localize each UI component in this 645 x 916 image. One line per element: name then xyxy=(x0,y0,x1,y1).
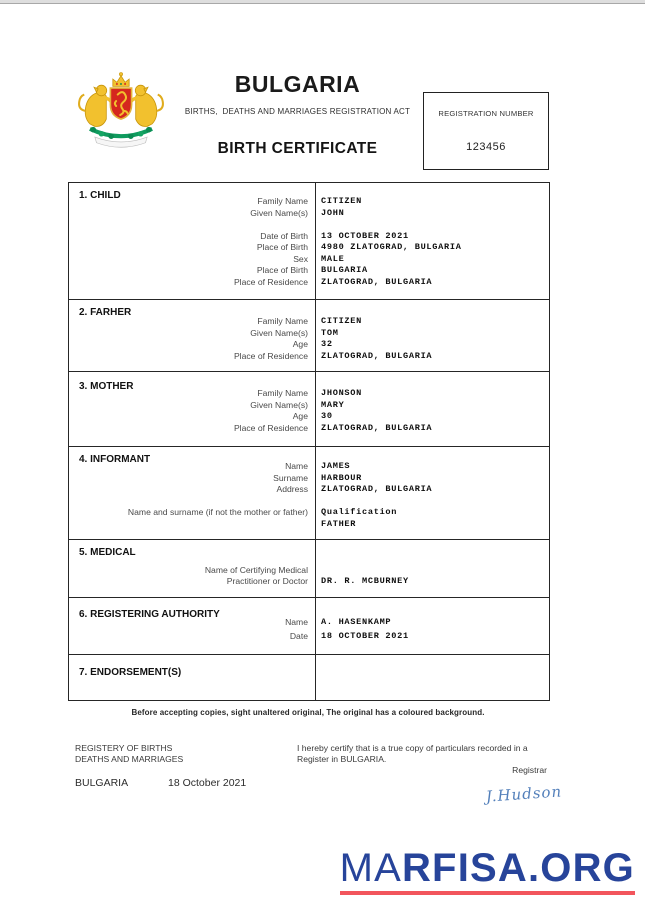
field-value: JAMES xyxy=(321,461,351,471)
logo-underline xyxy=(340,891,635,895)
field-value: ZLATOGRAD, BULGARIA xyxy=(321,276,433,287)
section-informant-values xyxy=(316,447,549,539)
field-value: ZLATOGRAD, BULGARIA xyxy=(321,350,433,361)
field-value: DR. R. MCBURNEY xyxy=(321,576,409,586)
field-value: MARY xyxy=(321,399,345,410)
field-label: Family Name xyxy=(257,316,308,326)
section-medical-values xyxy=(316,540,549,597)
section-title: 5. MEDICAL xyxy=(79,547,136,558)
field-label: Practitioner or Doctor xyxy=(226,576,308,586)
footer-date: 18 October 2021 xyxy=(168,777,247,789)
spacer xyxy=(79,496,308,508)
field-label: Name of Certifying Medical xyxy=(204,564,308,575)
field-value: CITIZEN xyxy=(321,196,362,206)
registry-line2: DEATHS AND MARRIAGES xyxy=(75,753,184,764)
page-top-edge xyxy=(0,0,645,4)
section-registering-authority-values xyxy=(316,598,549,654)
shield xyxy=(110,88,131,119)
field-value: 30 xyxy=(321,411,333,421)
field-value: CITIZEN xyxy=(321,316,362,326)
field-label: Name and surname (if not the mother or father) xyxy=(127,507,308,517)
section-child-labels xyxy=(69,183,316,299)
registration-number-value: 123456 xyxy=(466,141,506,153)
section-title: 4. INFORMANT xyxy=(79,454,151,465)
country-title: BULGARIA xyxy=(234,71,361,97)
field-label: Given Name(s) xyxy=(250,207,308,218)
section-endorsements-labels xyxy=(69,655,316,700)
section-mother-values xyxy=(316,372,549,446)
spacer xyxy=(79,219,308,231)
registry-block xyxy=(75,743,183,764)
field-label: Place of Residence xyxy=(233,350,308,361)
field-value: 32 xyxy=(321,339,333,349)
field-label: Place of Birth xyxy=(256,242,308,252)
field-label: Age xyxy=(292,339,308,349)
field-value: MALE xyxy=(321,253,345,264)
copy-notice: Before accepting copies, sight unaltered original, The original has a coloured background. xyxy=(131,708,485,717)
registration-number-label: REGISTRATION NUMBER xyxy=(438,109,534,118)
section-informant-labels xyxy=(69,447,316,539)
section-title: 7. ENDORSEMENT(S) xyxy=(79,667,182,678)
field-value: ZLATOGRAD, BULGARIA xyxy=(321,484,433,494)
field-value: 18 OCTOBER 2021 xyxy=(321,631,409,641)
field-value: ZLATOGRAD, BULGARIA xyxy=(321,422,433,433)
section-child xyxy=(69,183,549,300)
section-medical xyxy=(69,540,549,598)
section-medical-labels xyxy=(69,540,316,597)
certify-line2: Register in BULGARIA. xyxy=(297,753,387,764)
section-registering-authority-labels xyxy=(69,598,316,654)
footer-country: BULGARIA xyxy=(75,777,129,789)
section-mother-labels xyxy=(69,372,316,446)
field-label: Place of Residence xyxy=(233,422,308,433)
section-father-values xyxy=(316,300,549,371)
registry-line1: REGISTERY OF BIRTHS xyxy=(75,743,173,753)
field-label: Place of Residence xyxy=(233,276,308,287)
logo-prefix: MA xyxy=(339,846,402,890)
section-father-labels xyxy=(69,300,316,371)
foliage xyxy=(90,127,152,139)
marfisa-logo xyxy=(340,848,635,895)
spacer xyxy=(321,565,549,577)
ribbon xyxy=(95,137,147,147)
section-registering-authority xyxy=(69,598,549,655)
field-label: Name xyxy=(285,461,308,471)
certify-line1: I hereby certify that is a true copy of particulars recorded in a xyxy=(297,743,528,753)
field-value: HARBOUR xyxy=(321,472,362,483)
field-label: Date of Birth xyxy=(260,230,308,241)
field-label: Place of Birth xyxy=(256,265,308,275)
field-label: Given Name(s) xyxy=(250,399,308,410)
field-label: Family Name xyxy=(257,388,308,398)
spacer xyxy=(321,496,549,508)
field-value: Qualification xyxy=(321,507,398,517)
spacer xyxy=(321,219,549,231)
section-informant xyxy=(69,447,549,540)
section-title: 2. FARHER xyxy=(79,307,132,318)
field-label: Sex xyxy=(293,253,308,264)
field-value: 4980 ZLATOGRAD, BULGARIA xyxy=(321,242,462,252)
right-lion xyxy=(130,85,163,126)
section-father xyxy=(69,300,549,372)
left-lion xyxy=(79,85,112,126)
field-label: Age xyxy=(292,411,308,421)
section-child-values xyxy=(316,183,549,299)
bulgaria-coat-of-arms-icon xyxy=(72,60,170,152)
field-value: 13 OCTOBER 2021 xyxy=(321,230,409,241)
logo-main: RFISA.ORG xyxy=(401,846,635,890)
section-mother xyxy=(69,372,549,447)
field-value: TOM xyxy=(321,327,339,338)
field-value: FATHER xyxy=(321,518,357,529)
field-value: JOHN xyxy=(321,207,345,218)
registrar-signature: J.Hudson xyxy=(485,782,563,806)
field-label: Date xyxy=(289,631,308,641)
crown xyxy=(113,73,129,87)
marfisa-logo-text xyxy=(340,848,635,888)
field-value: BULGARIA xyxy=(321,265,368,275)
section-endorsements xyxy=(69,655,549,700)
section-title: 6. REGISTERING AUTHORITY xyxy=(79,609,220,620)
field-label: Name xyxy=(285,617,308,627)
field-value: JHONSON xyxy=(321,388,362,398)
section-endorsements-values xyxy=(316,655,549,700)
field-label: Given Name(s) xyxy=(250,327,308,338)
registrar-label: Registrar xyxy=(512,765,547,775)
document-title: BIRTH CERTIFICATE xyxy=(217,140,378,157)
spacer xyxy=(321,553,549,565)
certify-block xyxy=(297,743,547,764)
field-label: Address xyxy=(276,484,308,494)
registration-number-box xyxy=(423,92,549,170)
registration-act-subtitle: BIRTHS, DEATHS AND MARRIAGES REGISTRATION ACT xyxy=(184,107,411,116)
field-label: Family Name xyxy=(257,196,308,206)
section-title: 3. MOTHER xyxy=(79,381,134,392)
spacer xyxy=(79,519,308,531)
certificate-table xyxy=(68,182,550,701)
field-label: Surname xyxy=(273,472,308,483)
section-title: 1. CHILD xyxy=(79,190,121,201)
field-value: A. HASENKAMP xyxy=(321,617,392,627)
